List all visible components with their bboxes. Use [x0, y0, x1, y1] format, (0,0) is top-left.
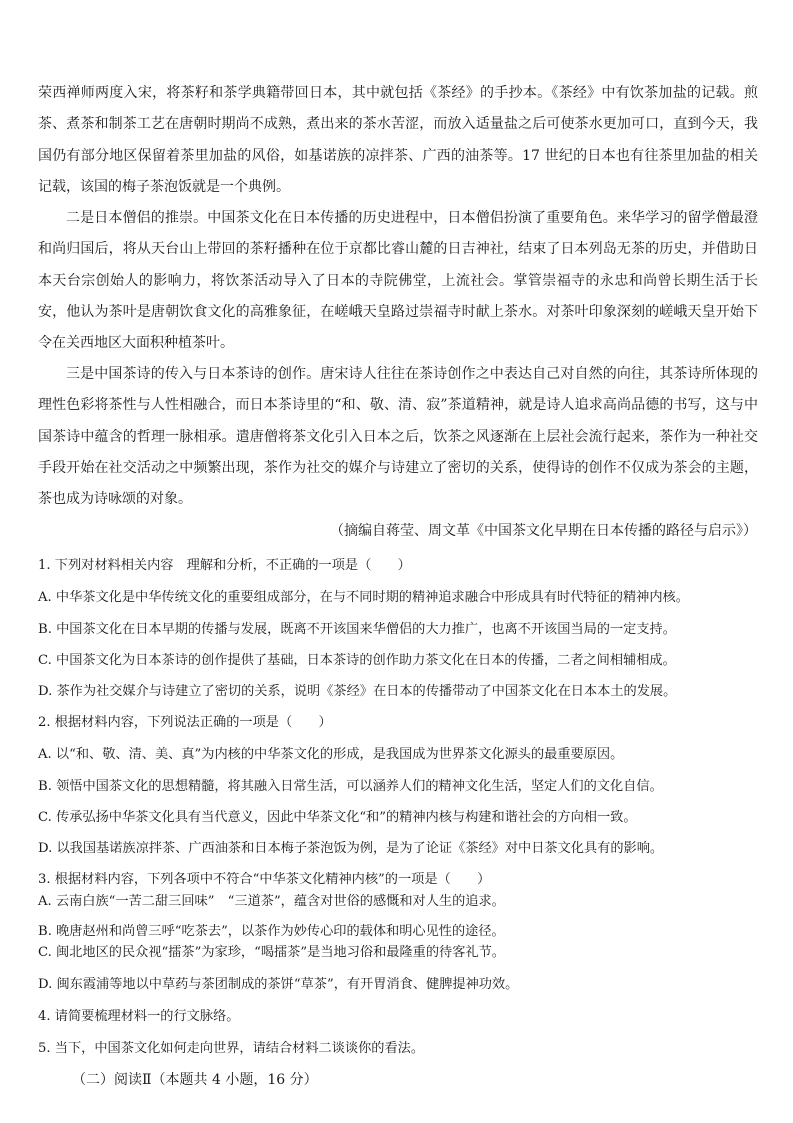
question-2-stem: 2. 根据材料内容，下列说法正确的一项是（ ）: [38, 715, 332, 730]
question-3-option-c: C. 闽北地区的民众视“擂茶”为家珍，“喝擂茶”是当地习俗和最隆重的待客礼节。: [38, 945, 505, 960]
question-1-option-c: C. 中国茶文化为日本茶诗的创作提供了基础，日本茶诗的创作助力茶文化在日本的传播，二者之间相辅相成。: [38, 653, 676, 668]
question-2-option-d: D. 以我国基诺族凉拌茶、广西油茶和日本梅子茶泡饭为例，是为了论证《茶经》对中日茶文化具有的影响。: [38, 841, 664, 856]
question-1-stem: 1. 下列对材料相关内容 理解和分析，不正确的一项是（ ）: [38, 558, 411, 573]
question-5: 5. 当下，中国茶文化如何走向世界，请结合材料二谈谈你的看法。: [38, 1041, 425, 1056]
question-1-option-b: B. 中国茶文化在日本早期的传播与发展，既离不开该国来华僧侣的大力推广，也离不开该国当局的一定支持。: [38, 622, 676, 637]
section-heading: （二）阅读Ⅱ（本题共 4 小题，16 分）: [72, 1072, 318, 1088]
question-2-option-c: C. 传承弘扬中华茶文化具有当代意义，因此中华茶文化“和”的精神内核与构建和谐社会的方向相一致。: [38, 810, 637, 825]
question-1-option-d: D. 茶作为社交媒介与诗建立了密切的关系，说明《茶经》在日本的传播带动了中国茶文化在日本本土的发展。: [38, 684, 677, 699]
passage-paragraph-2: 二是日本僧侣的推崇。中国茶文化在日本传播的历史进程中，日本僧侣扮演了重要角色。来华学习的留学僧最澄和尚归国后，将从天台山上带回的茶籽播种在位于京都比睿山麓的日吉神社，结束了日本列岛无茶的历史，并借助日本天台宗创始人的影响力，将饮茶活动导入了日本的寺院佛堂，上流社会。掌管崇福寺的永忠和尚曾长期生活于长安，他认为茶叶是唐朝饮食文化的高雅象征，在嵯峨天皇路过崇福寺时献上茶水。对茶叶印象深刻的嵯峨天皇开始下令在关西地区大面积种植茶叶。: [38, 210, 758, 352]
question-2-option-a: A. 以“和、敬、清、美、真”为内核的中华茶文化的形成，是我国成为世界茶文化源头的最重要原因。: [38, 747, 624, 762]
question-2-option-b: B. 领悟中国茶文化的思想精髓，将其融入日常生活，可以涵养人们的精神文化生活，坚定人们的文化自信。: [38, 779, 663, 794]
question-3-option-d: D. 闽东霞浦等地以中草药与茶团制成的茶饼“草茶”，有开胃消食、健脾提神功效。: [38, 977, 519, 992]
question-4: 4. 请简要梳理材料一的行文脉络。: [38, 1009, 240, 1024]
passage-paragraph-3: 三是中国茶诗的传入与日本茶诗的创作。唐宋诗人往往在茶诗创作之中表达自己对自然的向往，其茶诗所体现的理性色彩将茶性与人性相融合，而日本茶诗里的“和、敬、清、寂”茶道精神，就是诗人追求高尚品德的书写，这与中国茶诗中蕴含的哲理一脉相承。遣唐僧将茶文化引入日本之后，饮茶之风逐渐在上层社会流行起来，茶作为一种社交手段开始在社交活动之中频繁出现，茶作为社交的媒介与诗建立了密切的关系，使得诗的创作不仅成为茶会的主题，茶也成为诗咏颂的对象。: [38, 366, 758, 508]
question-1-option-a: A. 中华茶文化是中华传统文化的重要组成部分，在与不同时期的精神追求融合中形成具有时代特征的精神内核。: [38, 590, 689, 605]
question-3-option-a: A. 云南白族“一苦二甜三回味” “三道茶”，蕴含对世俗的感慨和对人生的追求。: [38, 894, 505, 909]
passage-source: （摘编自蒋莹、周文革《中国茶文化早期在日本传播的路径与启示》）: [330, 523, 757, 539]
question-3-option-b: B. 晚唐赵州和尚曾三呼“吃茶去”，以茶作为妙传心印的载体和明心见性的途径。: [38, 924, 505, 939]
question-3-stem: 3. 根据材料内容，下列各项中不符合“中华茶文化精神内核”的一项是（ ）: [38, 872, 491, 887]
passage-paragraph-1: 荣西禅师两度入宋，将茶籽和茶学典籍带回日本，其中就包括《茶经》的手抄本。《茶经》中有饮茶加盐的记载。煎茶、煮茶和制茶工艺在唐朝时期尚不成熟，煮出来的茶水苦涩，而放入适量盐之后可使茶水更加可口，直到今天，我国仍有部分地区保留着茶里加盐的风俗，如基诺族的凉拌茶、广西的油茶等。17 世纪的日本也有往茶里加盐的相关记载，该国的梅子茶泡饭就是一个典例。: [38, 85, 758, 195]
